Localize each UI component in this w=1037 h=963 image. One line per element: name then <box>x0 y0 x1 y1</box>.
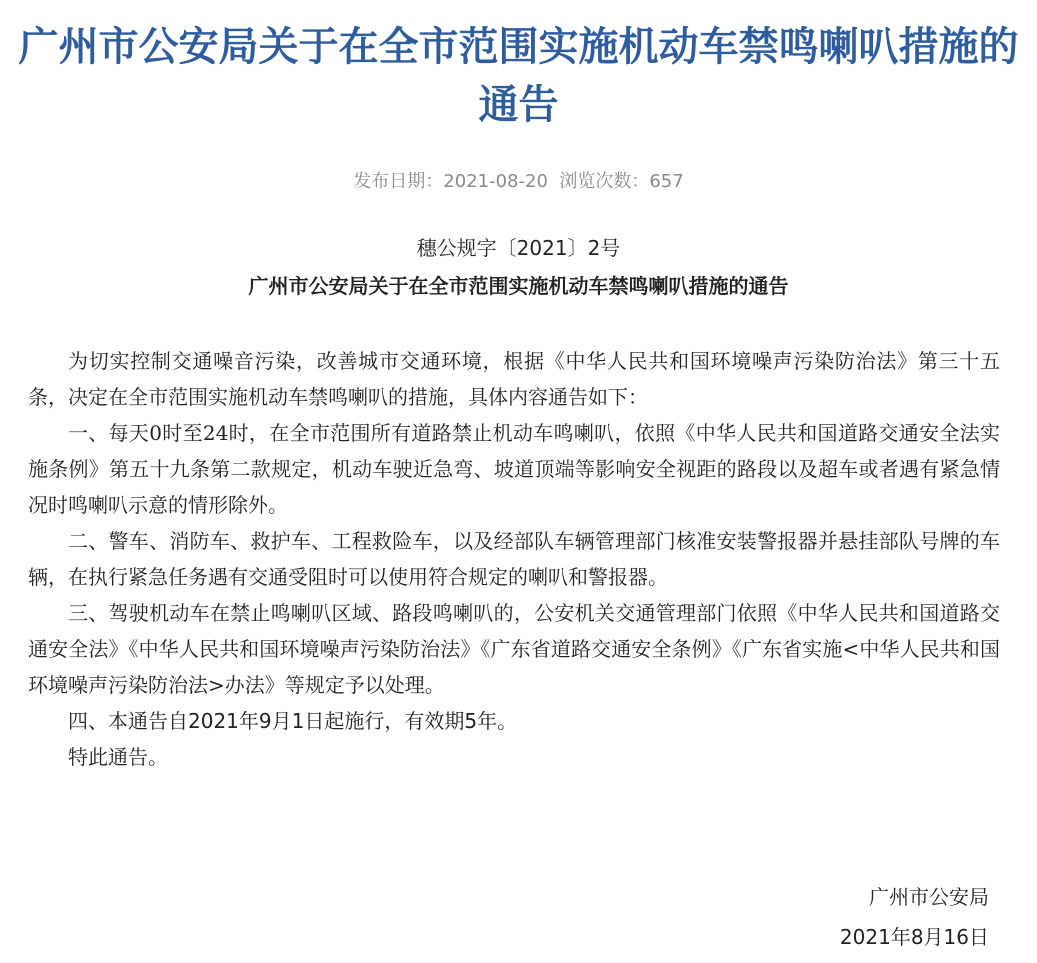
clause-paragraph-1: 一、每天0时至24时，在全市范围所有道路禁止机动车鸣喇叭，依照《中华人民共和国道路交通安全法实施条例》第五十九条第二款规定，机动车驶近急弯、坡道顶端等影响安全视距的路段以及超车或者遇有紧急情况时鸣喇叭示意的情形除外。 <box>28 421 1000 517</box>
clause-paragraph-3: 三、驾驶机动车在禁止鸣喇叭区域、路段鸣喇叭的，公安机关交通管理部门依照《中华人民共和国道路交通安全法》《中华人民共和国环境噪声污染防治法》《广东省道路交通安全条例》《广东省实施<中华人民共和国环境噪声污染防治法>办法》等规定予以处理。 <box>28 601 1000 697</box>
publish-meta: 发布日期：2021-08-20 浏览次数：657 <box>353 171 684 192</box>
clause-paragraph-4: 四、本通告自2021年9月1日起施行，有效期5年。 <box>68 709 518 733</box>
document-subtitle: 广州市公安局关于在全市范围实施机动车禁鸣喇叭措施的通告 <box>248 274 789 298</box>
document-body <box>28 343 1000 775</box>
clause-paragraph-2: 二、警车、消防车、救护车、工程救险车，以及经部队车辆管理部门核准安装警报器并悬挂部队号牌的车辆，在执行紧急任务遇有交通受阻时可以使用符合规定的喇叭和警报器。 <box>28 529 1000 589</box>
intro-paragraph: 为切实控制交通噪音污染，改善城市交通环境，根据《中华人民共和国环境噪声污染防治法》第三十五条，决定在全市范围实施机动车禁鸣喇叭的措施，具体内容通告如下： <box>28 349 1000 409</box>
issuer-name: 广州市公安局 <box>869 885 989 909</box>
issue-date: 2021年8月16日 <box>839 925 989 949</box>
page-title: 广州市公安局关于在全市范围实施机动车禁鸣喇叭措施的通告 <box>18 24 1019 128</box>
document-number: 穗公规字〔2021〕2号 <box>416 236 621 260</box>
closing-paragraph: 特此通告。 <box>68 745 168 769</box>
signature-block <box>840 877 989 957</box>
